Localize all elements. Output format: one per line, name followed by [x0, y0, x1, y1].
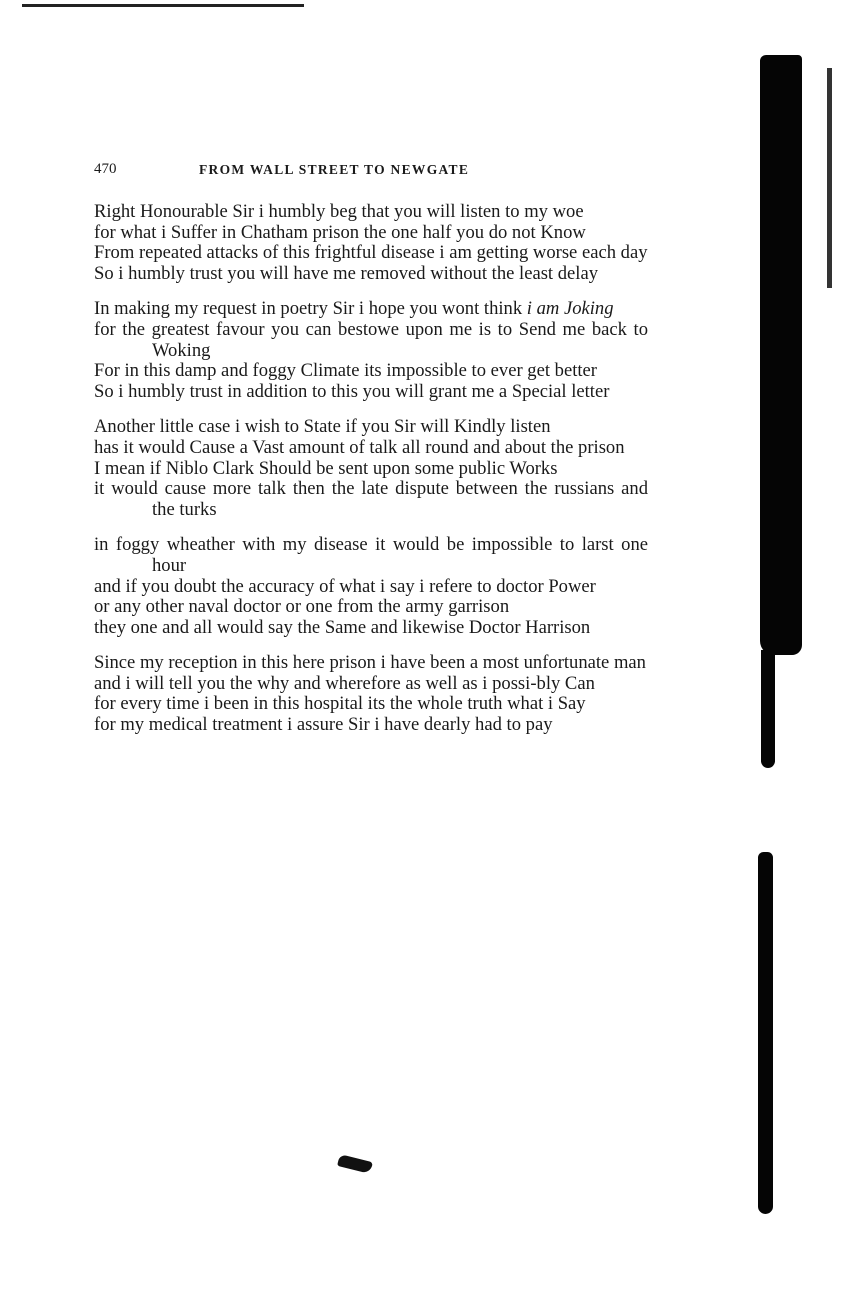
italic-phrase: i am Joking	[526, 298, 614, 320]
scan-edge-shadow-tail	[761, 650, 775, 768]
poem	[88, 202, 648, 751]
ink-smudge	[337, 1154, 373, 1174]
scan-edge-shadow	[760, 55, 802, 655]
poem-line: or any other naval doctor or one from the army garrison	[94, 596, 510, 618]
poem-line: for the greatest favour you can bestowe upon me is to Send me back to Woking	[94, 318, 648, 361]
stanza-3	[88, 417, 648, 520]
poem-line-text: In making my request in poetry Sir i hope you wont think	[94, 298, 523, 320]
poem-line: So i humbly trust you will have me removed without the least delay	[94, 262, 599, 284]
poem-line: has it would Cause a Vast amount of talk all round and about the prison	[94, 436, 625, 458]
poem-line: So i humbly trust in addition to this you will grant me a Special letter	[94, 380, 610, 402]
poem-line	[88, 299, 648, 320]
running-title: FROM WALL STREET TO NEWGATE	[199, 162, 470, 177]
poem-line: Since my reception in this here prison i have been a most unfortunate man	[94, 652, 646, 674]
scan-edge-shadow-lower	[758, 852, 773, 1214]
page-header	[94, 161, 554, 181]
poem-line: for my medical treatment i assure Sir i have dearly had to pay	[94, 714, 553, 736]
poem-line: and if you doubt the accuracy of what i say i refere to doctor Power	[94, 575, 596, 597]
poem-line: I mean if Niblo Clark Should be sent upon some public Works	[94, 457, 558, 479]
stanza-1	[88, 202, 648, 284]
poem-line: for every time i been in this hospital its the whole truth what i Say	[94, 693, 586, 715]
top-rule	[22, 4, 304, 7]
stanza-4	[88, 535, 648, 638]
page-number: 470	[94, 161, 117, 177]
stanza-2	[88, 299, 648, 402]
scan-edge-line	[827, 68, 832, 288]
poem-line: and i will tell you the why and wherefore as well as i possi-bly Can	[94, 672, 595, 694]
stanza-5	[88, 653, 648, 735]
poem-line: for what i Suffer in Chatham prison the one half you do not Know	[94, 221, 586, 243]
poem-line: For in this damp and foggy Climate its impossible to ever get better	[94, 360, 597, 382]
poem-line: in foggy wheather with my disease it would be impossible to larst one hour	[94, 534, 648, 576]
poem-line: From repeated attacks of this frightful disease i am getting worse each day	[94, 242, 648, 264]
poem-line: they one and all would say the Same and likewise Doctor Harrison	[94, 616, 591, 638]
poem-line: Right Honourable Sir i humbly beg that you will listen to my woe	[94, 201, 584, 222]
poem-line: it would cause more talk then the late dispute between the russians and the turks	[94, 478, 648, 520]
poem-line: Another little case i wish to State if you Sir will Kindly listen	[94, 416, 551, 438]
